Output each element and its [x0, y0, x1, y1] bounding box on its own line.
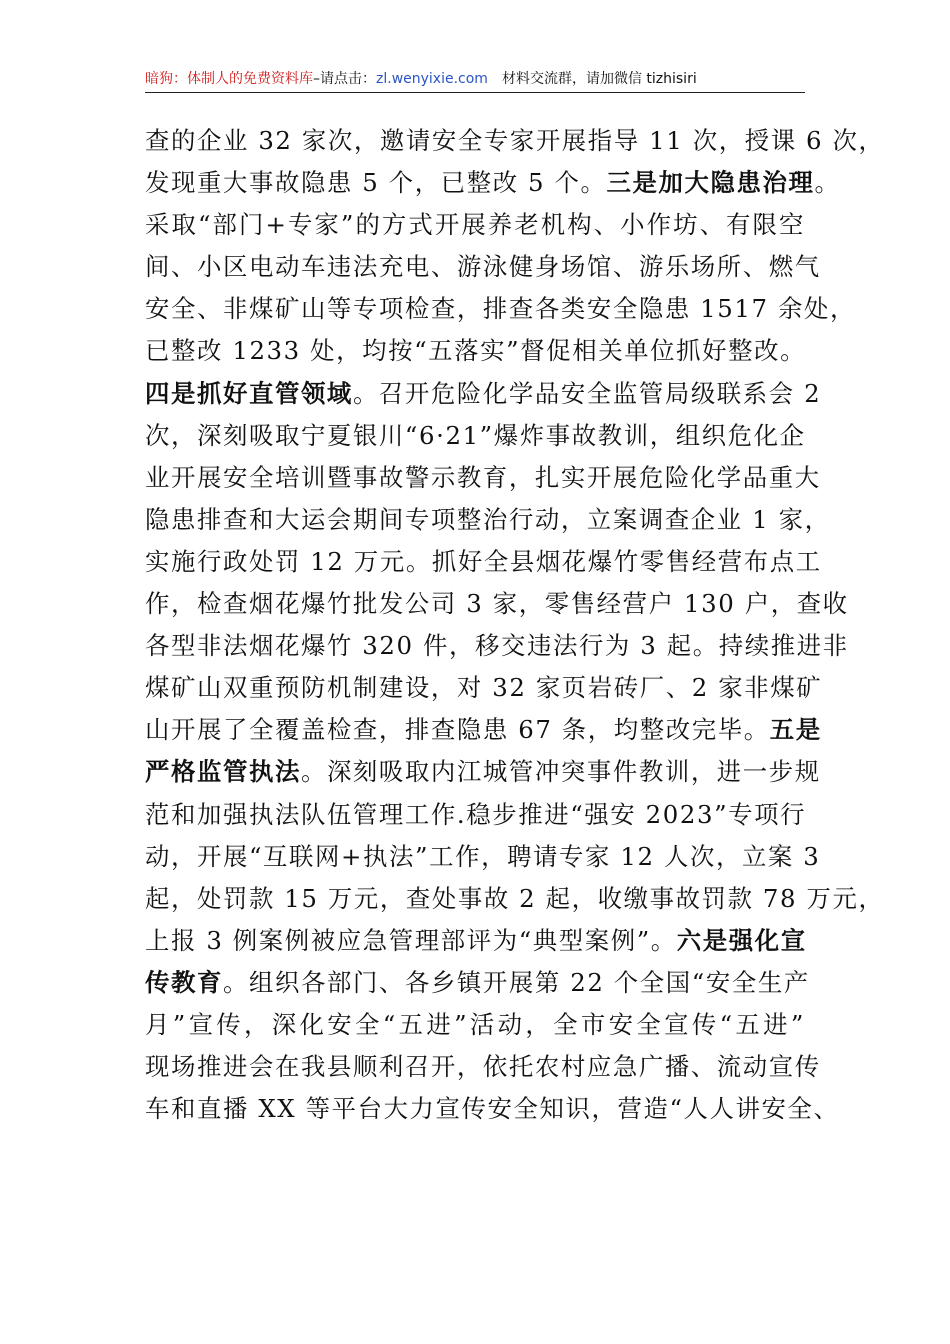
body-text-segment: 发现重大事故隐患 5 个，已整改 5 个。	[145, 168, 607, 198]
body-text-segment: 已整改 1233 处，均按“五落实”督促相关单位抓好整改。	[145, 336, 807, 366]
body-text-segment: 。	[814, 168, 841, 198]
header-prompt: –请点击：	[313, 71, 376, 87]
body-text-segment: 业开展安全培训暨事故警示教育，扎实开展危险化学品重大	[145, 462, 821, 492]
header-brand: 暗狗：体制人的免费资料库	[145, 71, 313, 87]
body-text-segment: 。组织各部门、各乡镇开展第 22 个全国“安全生产	[222, 967, 810, 997]
body-text-segment: 山开展了全覆盖检查，排查隐患 67 条，均整改完毕。	[145, 715, 770, 745]
body-text-segment: 车和直播 XX 等平台大力宣传安全知识，营造“人人讲安全、	[145, 1094, 840, 1124]
bold-heading-text: 四是抓好直管领域	[145, 378, 353, 408]
text-line	[145, 204, 805, 246]
body-text-segment: 现场推进会在我县顺利召开，依托农村应急广播、流动宣传	[145, 1052, 821, 1082]
body-text-segment: 安全、非煤矿山等专项检查，排查各类安全隐患 1517 余处，	[145, 294, 856, 324]
text-line	[145, 1046, 821, 1088]
text-line	[145, 751, 821, 793]
body-text-segment: 次，深刻吸取宁夏银川“6·21”爆炸事故教训，组织危化企	[145, 420, 806, 450]
text-line	[145, 499, 831, 541]
bold-heading-text: 严格监管执法	[145, 757, 301, 787]
text-line	[145, 709, 822, 751]
text-line	[145, 836, 821, 878]
text-line	[145, 625, 849, 667]
body-text-segment: 作，检查烟花爆竹批发公司 3 家，零售经营户 130 户，查收	[145, 589, 849, 619]
text-line	[145, 415, 805, 457]
body-text-segment: 间、小区电动车违法充电、游泳健身场馆、游乐场所、燃气	[145, 252, 821, 282]
body-text-segment: 动，开展“互联网+执法”工作，聘请专家 12 人次，立案 3	[145, 841, 821, 871]
text-line	[145, 794, 805, 836]
bold-heading-text: 传教育	[145, 967, 223, 997]
body-text-segment: 上报 3 例案例被应急管理部评为“典型案例”。	[145, 925, 677, 955]
text-line	[145, 246, 821, 288]
text-line	[145, 962, 810, 1004]
bold-heading-text: 五是	[769, 715, 822, 745]
text-line	[145, 457, 821, 499]
text-line	[145, 373, 822, 415]
body-text-segment: 。深刻吸取内江城管冲突事件教训，进一步规	[300, 757, 821, 787]
body-text-segment: 月”宣传，深化安全“五进”活动，全市安全宣传“五进”	[145, 1009, 805, 1039]
bold-heading-text: 六是强化宣	[676, 925, 807, 955]
text-line	[145, 120, 885, 162]
text-line	[145, 541, 822, 583]
text-line	[145, 162, 841, 204]
body-text-segment: 实施行政处罚 12 万元。抓好全县烟花爆竹零售经营布点工	[145, 546, 822, 576]
text-line	[145, 330, 805, 372]
body-text-segment: 起，处罚款 15 万元，查处事故 2 起，收缴事故罚款 78 万元，	[145, 883, 885, 913]
text-line	[145, 288, 856, 330]
body-text-segment: 隐患排查和大运会期间专项整治行动，立案调查企业 1 家，	[145, 504, 831, 534]
text-line	[145, 583, 849, 625]
text-line	[145, 920, 805, 962]
body-text-segment: 煤矿山双重预防机制建设，对 32 家页岩砖厂、2 家非煤矿	[145, 673, 823, 703]
text-line	[145, 1088, 840, 1130]
page-header	[145, 66, 805, 93]
body-text-segment: 。召开危险化学品安全监管局级联系会 2	[352, 378, 822, 408]
text-line	[145, 878, 885, 920]
body-text-segment: 各型非法烟花爆竹 320 件，移交违法行为 3 起。持续推进非	[145, 631, 849, 661]
body-text-segment: 采取“部门+专家”的方式开展养老机构、小作坊、有限空	[145, 210, 805, 240]
header-contact: 材料交流群，请加微信 tizhisiri	[501, 71, 697, 87]
bold-heading-text: 三是加大隐患治理	[606, 168, 815, 198]
header-link[interactable]: zl.wenyixie.com	[376, 71, 488, 87]
body-text-segment: 范和加强执法队伍管理工作.稳步推进“强安 2023”专项行	[145, 799, 807, 829]
text-line	[145, 667, 823, 709]
body-text-segment: 查的企业 32 家次，邀请安全专家开展指导 11 次，授课 6 次，	[145, 126, 885, 155]
text-line	[145, 1004, 805, 1046]
document-body	[145, 120, 885, 1130]
